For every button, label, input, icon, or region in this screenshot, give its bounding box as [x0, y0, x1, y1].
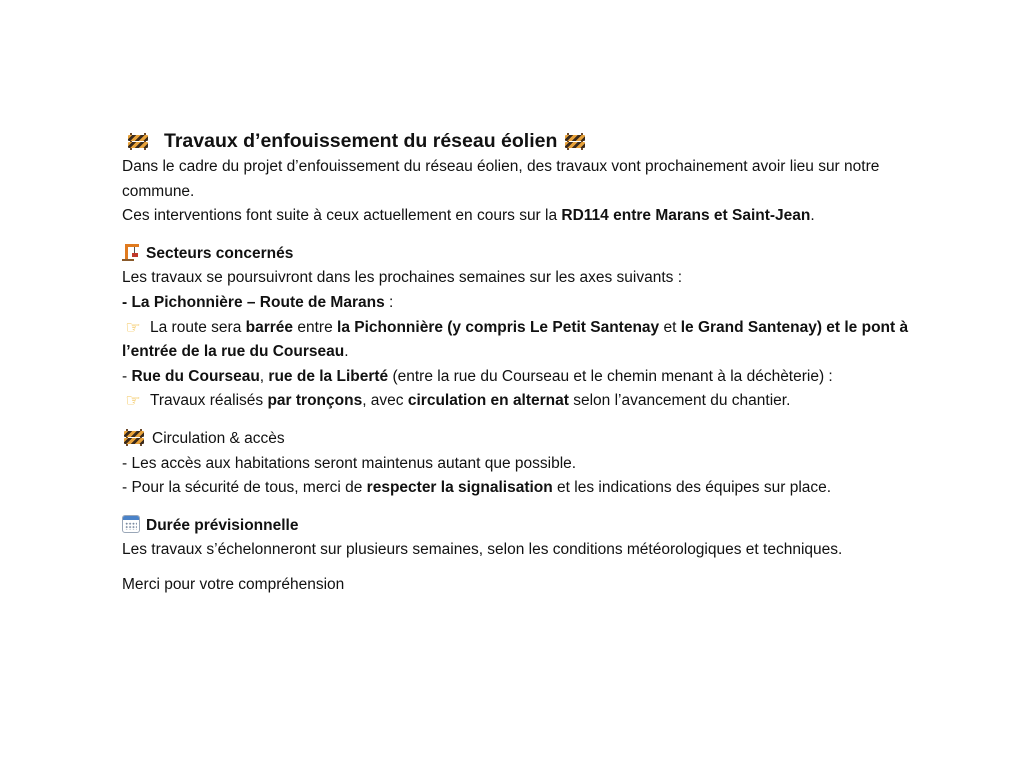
- section-heading-circulation: Circulation & accès: [122, 427, 922, 452]
- calendar-icon: [122, 515, 140, 533]
- barrier-icon: [126, 133, 150, 150]
- secteurs-item-1-detail: ☞ La route sera barrée entre la Pichonnière (y compris Le Petit Santenay et le Grand Santenay) et le pont à l’entrée de la rue du Courseau.: [122, 317, 909, 361]
- closing-text: Merci pour votre compréhension: [122, 575, 345, 593]
- section-heading-secteurs: Secteurs concernés: [122, 242, 922, 267]
- page-title-text: Travaux d’enfouissement du réseau éolien: [164, 130, 558, 152]
- barrier-icon: [122, 429, 146, 446]
- circulation-line-1: - Les accès aux habitations seront maintenus autant que possible.: [122, 454, 577, 472]
- pointing-hand-icon: ☞: [125, 317, 141, 337]
- secteurs-lead: Les travaux se poursuivront dans les prochaines semaines sur les axes suivants :: [122, 269, 683, 287]
- secteurs-item-1: - La Pichonnière – Route de Marans :: [122, 293, 394, 311]
- page-title: [126, 128, 922, 154]
- crane-icon: [122, 243, 140, 261]
- intro-reference: Ces interventions font suite à ceux actuellement en cours sur la RD114 entre Marans et Saint-Jean.: [122, 207, 815, 225]
- duree-text: Les travaux s’échelonneront sur plusieurs semaines, selon les conditions météorologiques et techniques.: [122, 541, 843, 559]
- circulation-line-2: - Pour la sécurité de tous, merci de respecter la signalisation et les indications des équipes sur place.: [122, 479, 832, 497]
- document: [122, 128, 922, 598]
- secteurs-item-2: - Rue du Courseau, rue de la Liberté (entre la rue du Courseau et le chemin menant à la déchèterie) :: [122, 367, 833, 385]
- secteurs-item-2-detail: ☞ Travaux réalisés par tronçons, avec circulation en alternat selon l’avancement du chantier.: [122, 389, 922, 414]
- intro-paragraph: Dans le cadre du projet d’enfouissement du réseau éolien, des travaux vont prochainement avoir lieu sur notre commune.: [122, 158, 880, 200]
- pointing-hand-icon: ☞: [125, 391, 141, 411]
- section-heading-duree: Durée prévisionnelle: [122, 514, 922, 539]
- barrier-icon: [563, 133, 587, 150]
